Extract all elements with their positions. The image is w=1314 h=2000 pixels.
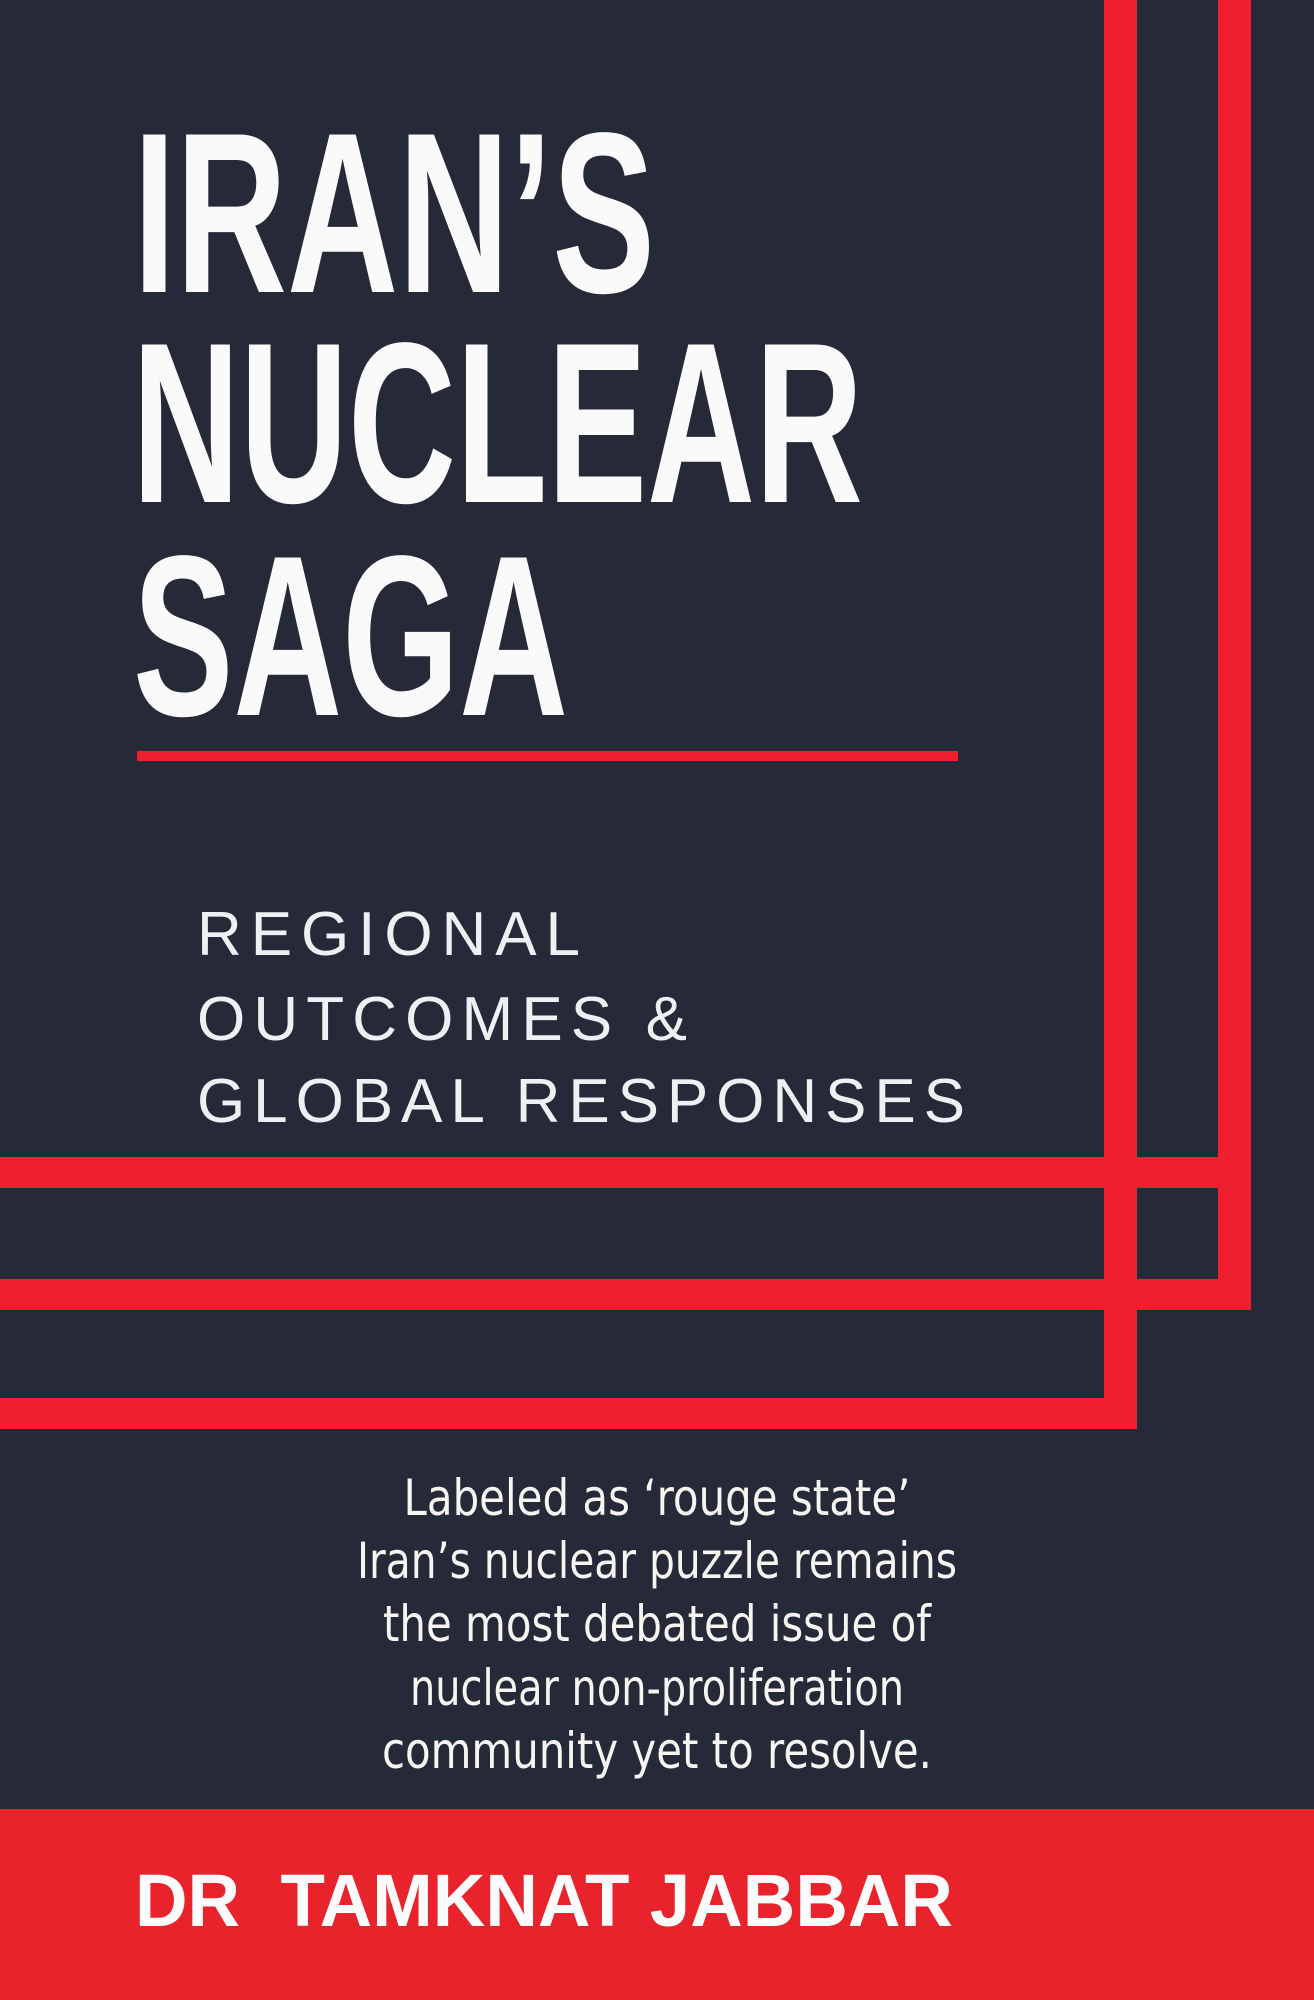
book-title — [132, 85, 863, 764]
tagline-line-2: Iran’s nuclear puzzle remains — [357, 1532, 957, 1590]
subtitle-line-3: GLOBAL RESPONSES — [197, 1067, 965, 1136]
tagline-line-3: the most debated issue of — [383, 1595, 933, 1653]
cover-tagline — [357, 1469, 957, 1780]
book-subtitle — [197, 900, 965, 1136]
subtitle-line-2: OUTCOMES & — [197, 985, 687, 1054]
title-line-2: NUCLEAR — [132, 295, 863, 551]
subtitle-line-1: REGIONAL — [197, 900, 580, 969]
tagline-line-4: nuclear non-proliferation — [410, 1659, 904, 1717]
author-name: DR TAMKNAT JABBAR — [135, 1859, 953, 1942]
tagline-line-5: community yet to resolve. — [382, 1722, 932, 1780]
title-line-3: SAGA — [133, 508, 568, 764]
tagline-line-1: Labeled as ‘rouge state’ — [403, 1469, 911, 1527]
title-line-1: IRAN’S — [133, 85, 655, 341]
